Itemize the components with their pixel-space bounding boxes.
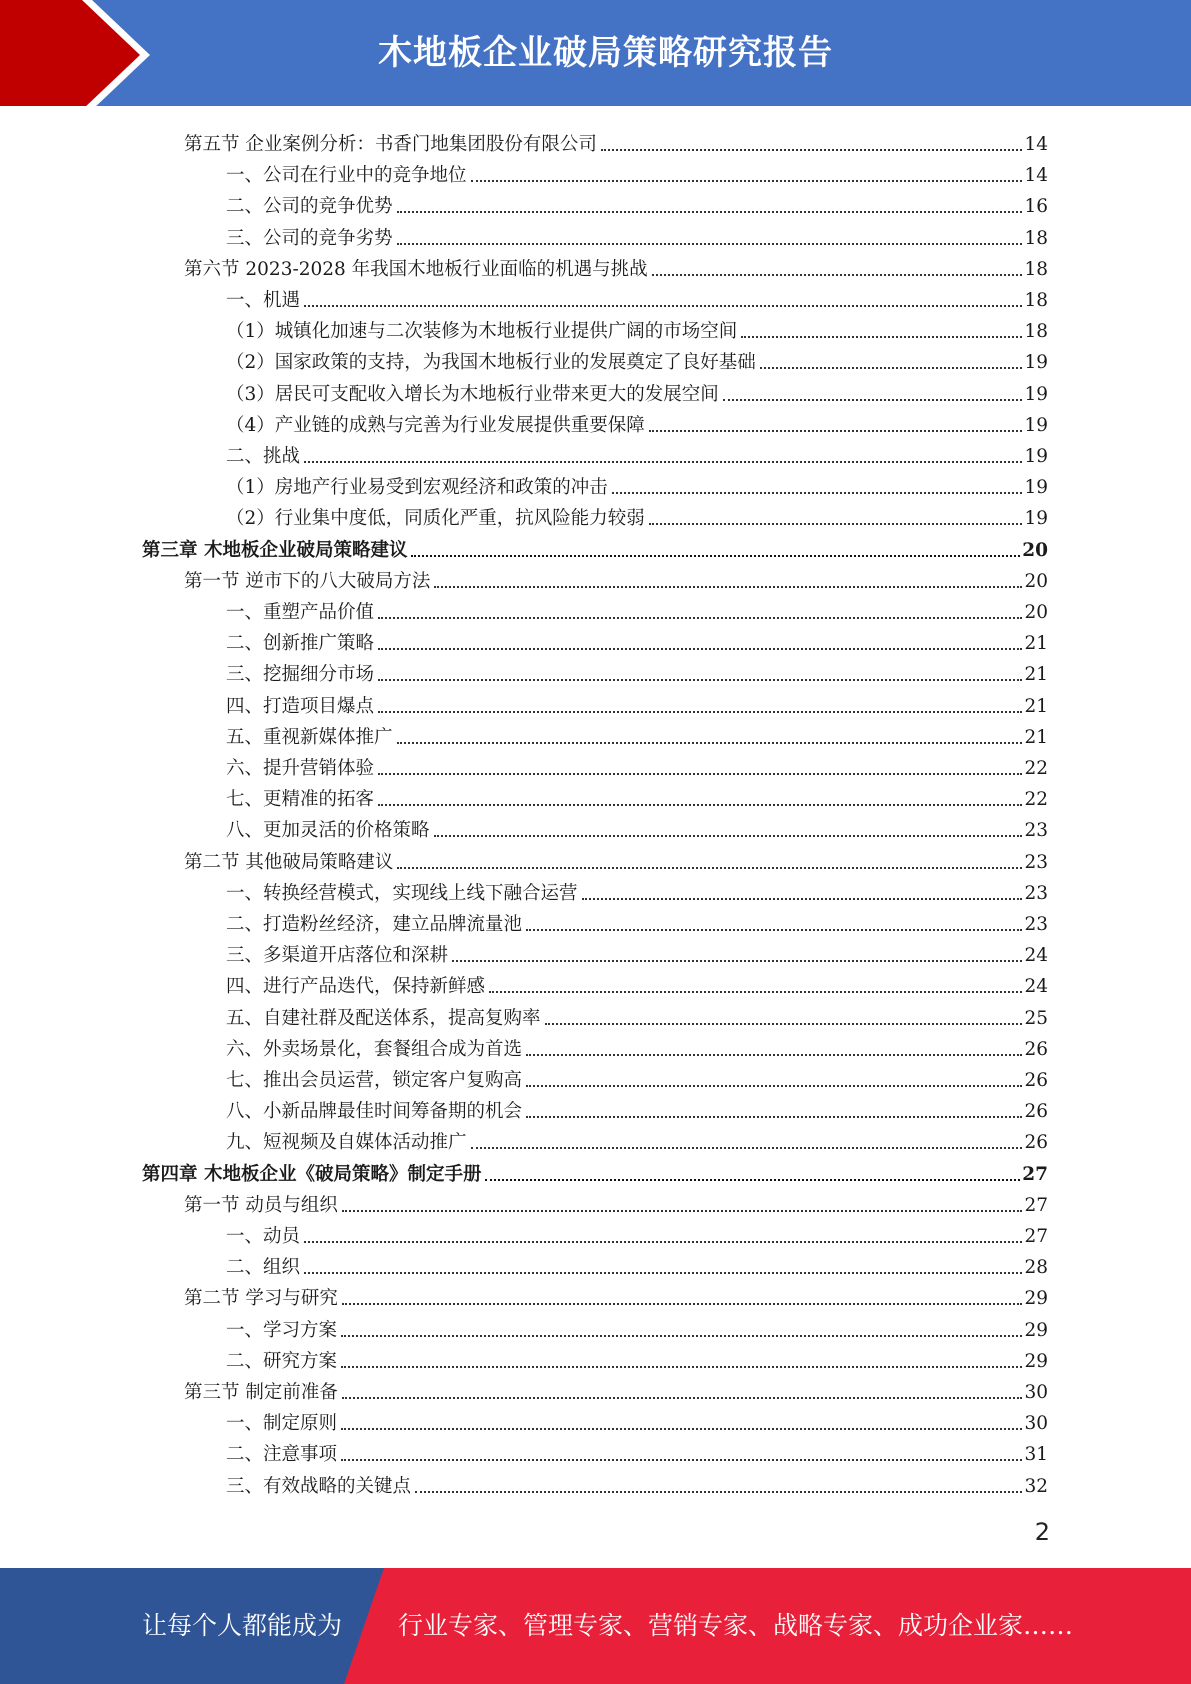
toc-section-entry[interactable] [184,1376,1048,1406]
toc-subsection-entry[interactable] [226,1438,1048,1468]
toc-dot-leader [378,617,1022,619]
toc-entry-label: 四、进行产品迭代，保持新鲜感 [226,976,486,998]
toc-dot-leader [649,430,1023,432]
toc-subsection-entry[interactable] [226,690,1048,720]
toc-entry-page: 27 [1024,1226,1048,1247]
toc-dot-leader [397,243,1023,245]
toc-entry-label: 二、打造粉丝经济，建立品牌流量池 [226,914,523,935]
toc-dot-leader [434,835,1023,837]
toc-entry-label: 第六节 2023-2028 年我国木地板行业面临的机遇与挑战 [184,258,648,280]
toc-dot-leader [434,586,1022,588]
toc-entry-page: 20 [1024,602,1048,623]
toc-entry-label: 第二节 其他破局策略建议 [184,851,394,873]
toc-subsection-entry[interactable] [226,1095,1048,1125]
toc-entry-label: 第三章 木地板企业破局策略建议 [142,539,408,561]
toc-subsection-entry[interactable] [226,658,1048,688]
toc-entry-label: 一、动员 [226,1226,301,1247]
toc-entry-page: 27 [1022,1163,1048,1185]
toc-entry-page: 18 [1024,258,1048,280]
toc-entry-label: 第一节 逆市下的八大破局方法 [184,570,431,592]
toc-entry-label: 八、小新品牌最佳时间筹备期的机会 [226,1101,523,1123]
toc-entry-label: 第一节 动员与组织 [184,1194,338,1216]
toc-entry-page: 19 [1024,446,1048,467]
toc-entry-label: 七、推出会员运营，锁定客户复购高 [226,1070,523,1091]
report-title: 木地板企业破局策略研究报告 [378,33,833,73]
toc-entry-label: （2）行业集中度低，同质化严重，抗风险能力较弱 [226,508,645,530]
toc-dot-leader [342,1397,1023,1399]
toc-dot-leader [545,1023,1023,1025]
toc-entry-page: 32 [1024,1475,1048,1497]
toc-dot-leader [723,399,1023,401]
toc-entry-page: 23 [1024,820,1048,842]
toc-entry-label: 二、组织 [226,1257,301,1279]
toc-entry-page: 20 [1022,539,1048,561]
toc-entry-page: 24 [1024,945,1048,967]
toc-entry-page: 29 [1024,1288,1048,1310]
toc-entry-page: 16 [1024,196,1048,218]
toc-subsection-entry[interactable] [226,908,1048,938]
toc-section-entry[interactable] [184,846,1048,876]
toc-entry-label: 六、外卖场景化，套餐组合成为首选 [226,1038,523,1060]
toc-entry-label: 九、短视频及自媒体活动推广 [226,1132,467,1154]
toc-subsection-entry[interactable] [226,1251,1048,1281]
toc-dot-leader [612,492,1023,494]
toc-subsection-entry[interactable] [226,1345,1048,1375]
toc-dot-leader [304,305,1022,307]
toc-entry-page: 22 [1024,789,1048,811]
toc-section-entry[interactable] [184,565,1048,595]
toc-entry-page: 26 [1024,1038,1048,1060]
toc-dot-leader [341,1459,1022,1461]
toc-dot-leader [304,461,1022,463]
toc-dot-leader [378,804,1022,806]
toc-subsection-entry[interactable] [226,783,1048,813]
toc-entry-page: 19 [1024,352,1048,374]
toc-entry-page: 28 [1024,1257,1048,1279]
toc-entry-page: 24 [1024,976,1048,998]
toc-entry-label: 二、挑战 [226,446,301,467]
toc-section-entry[interactable] [184,128,1048,158]
toc-subsection-entry[interactable] [226,1126,1048,1156]
toc-entry-page: 22 [1024,758,1048,779]
toc-subsection-entry[interactable] [226,721,1048,751]
toc-entry-label: 一、学习方案 [226,1319,338,1341]
toc-subsection-entry[interactable] [226,1314,1048,1344]
toc-entry-label: 二、注意事项 [226,1444,338,1466]
toc-dot-leader [741,336,1022,338]
toc-entry-page: 26 [1024,1132,1048,1154]
toc-entry-page: 23 [1024,882,1048,904]
toc-entry-label: 三、公司的竞争劣势 [226,227,393,249]
toc-dot-leader [341,1366,1022,1368]
toc-dot-leader [471,180,1023,182]
toc-subsection-entry[interactable] [226,1064,1048,1094]
toc-entry-page: 31 [1024,1444,1048,1466]
toc-subsection-entry[interactable] [226,440,1048,470]
toc-entry-label: 第三节 制定前准备 [184,1382,338,1403]
toc-subsection-entry[interactable] [226,315,1048,345]
toc-subsection-entry[interactable] [226,970,1048,1000]
toc-subsection-entry[interactable] [226,222,1048,252]
toc-entry-label: 一、转换经营模式，实现线上线下融合运营 [226,882,578,904]
toc-entry-label: 二、研究方案 [226,1350,338,1372]
toc-entry-page: 30 [1024,1382,1048,1403]
toc-dot-leader [582,898,1023,900]
toc-subsection-entry[interactable] [226,1033,1048,1063]
toc-entry-page: 19 [1024,508,1048,530]
toc-dot-leader [652,274,1023,276]
toc-subsection-entry[interactable] [226,1002,1048,1032]
toc-dot-leader [601,149,1023,151]
toc-entry-page: 23 [1024,914,1048,935]
toc-entry-page: 20 [1024,570,1048,592]
toc-subsection-entry[interactable] [226,1470,1048,1500]
toc-entry-page: 19 [1024,414,1048,436]
page-footer [0,1568,1191,1684]
toc-entry-label: 一、机遇 [226,290,301,311]
toc-entry-page: 26 [1024,1070,1048,1091]
toc-dot-leader [304,1272,1022,1274]
toc-entry-label: 二、公司的竞争优势 [226,196,393,218]
toc-entry-label: 第四章 木地板企业《破局策略》制定手册 [142,1163,482,1185]
toc-entry-label: （3）居民可支配收入增长为木地板行业带来更大的发展空间 [226,383,719,405]
toc-entry-label: 六、提升营销体验 [226,758,375,779]
toc-entry-page: 21 [1024,695,1048,717]
toc-entry-page: 14 [1024,165,1048,187]
toc-entry-page: 21 [1024,664,1048,686]
toc-dot-leader [341,1335,1022,1337]
toc-entry-page: 23 [1024,851,1048,873]
toc-dot-leader [526,1054,1022,1056]
toc-subsection-entry[interactable] [226,378,1048,408]
toc-entry-label: 第二节 学习与研究 [184,1288,338,1310]
toc-dot-leader [397,211,1023,213]
toc-entry-page: 29 [1024,1350,1048,1372]
toc-dot-leader [378,648,1022,650]
toc-subsection-entry[interactable] [226,284,1048,314]
toc-dot-leader [304,1241,1022,1243]
toc-dot-leader [378,773,1022,775]
toc-entry-label: （4）产业链的成熟与完善为行业发展提供重要保障 [226,414,645,436]
toc-dot-leader [397,742,1023,744]
toc-entry-page: 30 [1024,1413,1048,1435]
toc-entry-label: 第五节 企业案例分析：书香门地集团股份有限公司 [184,134,597,155]
page-header [0,0,1191,110]
toc-entry-label: （2）国家政策的支持，为我国木地板行业的发展奠定了良好基础 [226,352,756,374]
toc-subsection-entry[interactable] [226,159,1048,189]
toc-entry-label: 四、打造项目爆点 [226,695,375,717]
toc-entry-page: 14 [1024,134,1048,155]
toc-subsection-entry[interactable] [226,1407,1048,1437]
toc-subsection-entry[interactable] [226,1220,1048,1250]
toc-subsection-entry[interactable] [226,471,1048,501]
toc-entry-page: 18 [1024,290,1048,311]
toc-entry-page: 21 [1024,726,1048,748]
toc-dot-leader [342,1210,1023,1212]
toc-entry-page: 25 [1024,1007,1048,1029]
toc-section-entry[interactable] [184,1282,1048,1312]
toc-dot-leader [526,1085,1022,1087]
toc-entry-page: 19 [1024,477,1048,499]
toc-dot-leader [378,711,1022,713]
toc-entry-label: 二、创新推广策略 [226,633,375,655]
toc-dot-leader [489,991,1022,993]
toc-subsection-entry[interactable] [226,752,1048,782]
toc-chapter-entry[interactable] [142,1158,1048,1188]
toc-subsection-entry[interactable] [226,939,1048,969]
toc-entry-page: 21 [1024,633,1048,655]
toc-entry-label: 三、挖掘细分市场 [226,664,375,686]
toc-dot-leader [471,1147,1023,1149]
toc-dot-leader [342,1303,1023,1305]
toc-entry-page: 27 [1024,1194,1048,1216]
toc-subsection-entry[interactable] [226,190,1048,220]
toc-entry-label: 五、自建社群及配送体系，提高复购率 [226,1007,541,1029]
toc-subsection-entry[interactable] [226,877,1048,907]
toc-dot-leader [485,1179,1020,1181]
toc-dot-leader [760,367,1023,369]
toc-entry-label: 八、更加灵活的价格策略 [226,820,430,842]
footer-slogan: 让每个人都能成为 [142,1611,343,1640]
toc-dot-leader [341,1428,1022,1430]
toc-entry-page: 26 [1024,1101,1048,1123]
toc-subsection-entry[interactable] [226,814,1048,844]
toc-entry-page: 29 [1024,1319,1048,1341]
toc-entry-label: 一、制定原则 [226,1413,338,1435]
toc-dot-leader [649,523,1023,525]
page-number: 2 [1034,1518,1050,1546]
toc-section-entry[interactable] [184,253,1048,283]
toc-subsection-entry[interactable] [226,596,1048,626]
toc-chapter-entry[interactable] [142,534,1048,564]
toc-dot-leader [415,1491,1022,1493]
toc-entry-label: 七、更精准的拓客 [226,789,375,811]
toc-dot-leader [397,867,1022,869]
toc-subsection-entry[interactable] [226,346,1048,376]
toc-subsection-entry[interactable] [226,502,1048,532]
toc-dot-leader [411,555,1020,557]
toc-entry-label: 三、多渠道开店落位和深耕 [226,945,449,967]
toc-section-entry[interactable] [184,1189,1048,1219]
toc-entry-label: 五、重视新媒体推广 [226,726,393,748]
toc-entry-label: （1）房地产行业易受到宏观经济和政策的冲击 [226,477,608,499]
toc-entry-page: 18 [1024,227,1048,249]
toc-entry-label: （1）城镇化加速与二次装修为木地板行业提供广阔的市场空间 [226,321,738,343]
toc-entry-label: 一、重塑产品价值 [226,602,375,623]
toc-subsection-entry[interactable] [226,409,1048,439]
toc-entry-label: 一、公司在行业中的竞争地位 [226,165,467,187]
toc-dot-leader [526,929,1022,931]
toc-entry-label: 三、有效战略的关键点 [226,1475,412,1497]
toc-dot-leader [452,960,1022,962]
toc-dot-leader [526,1116,1022,1118]
toc-entry-page: 19 [1024,383,1048,405]
toc-entry-page: 18 [1024,321,1048,343]
toc-dot-leader [378,679,1022,681]
toc-subsection-entry[interactable] [226,627,1048,657]
footer-roles: 行业专家、管理专家、营销专家、战略专家、成功企业家…… [398,1611,1074,1640]
